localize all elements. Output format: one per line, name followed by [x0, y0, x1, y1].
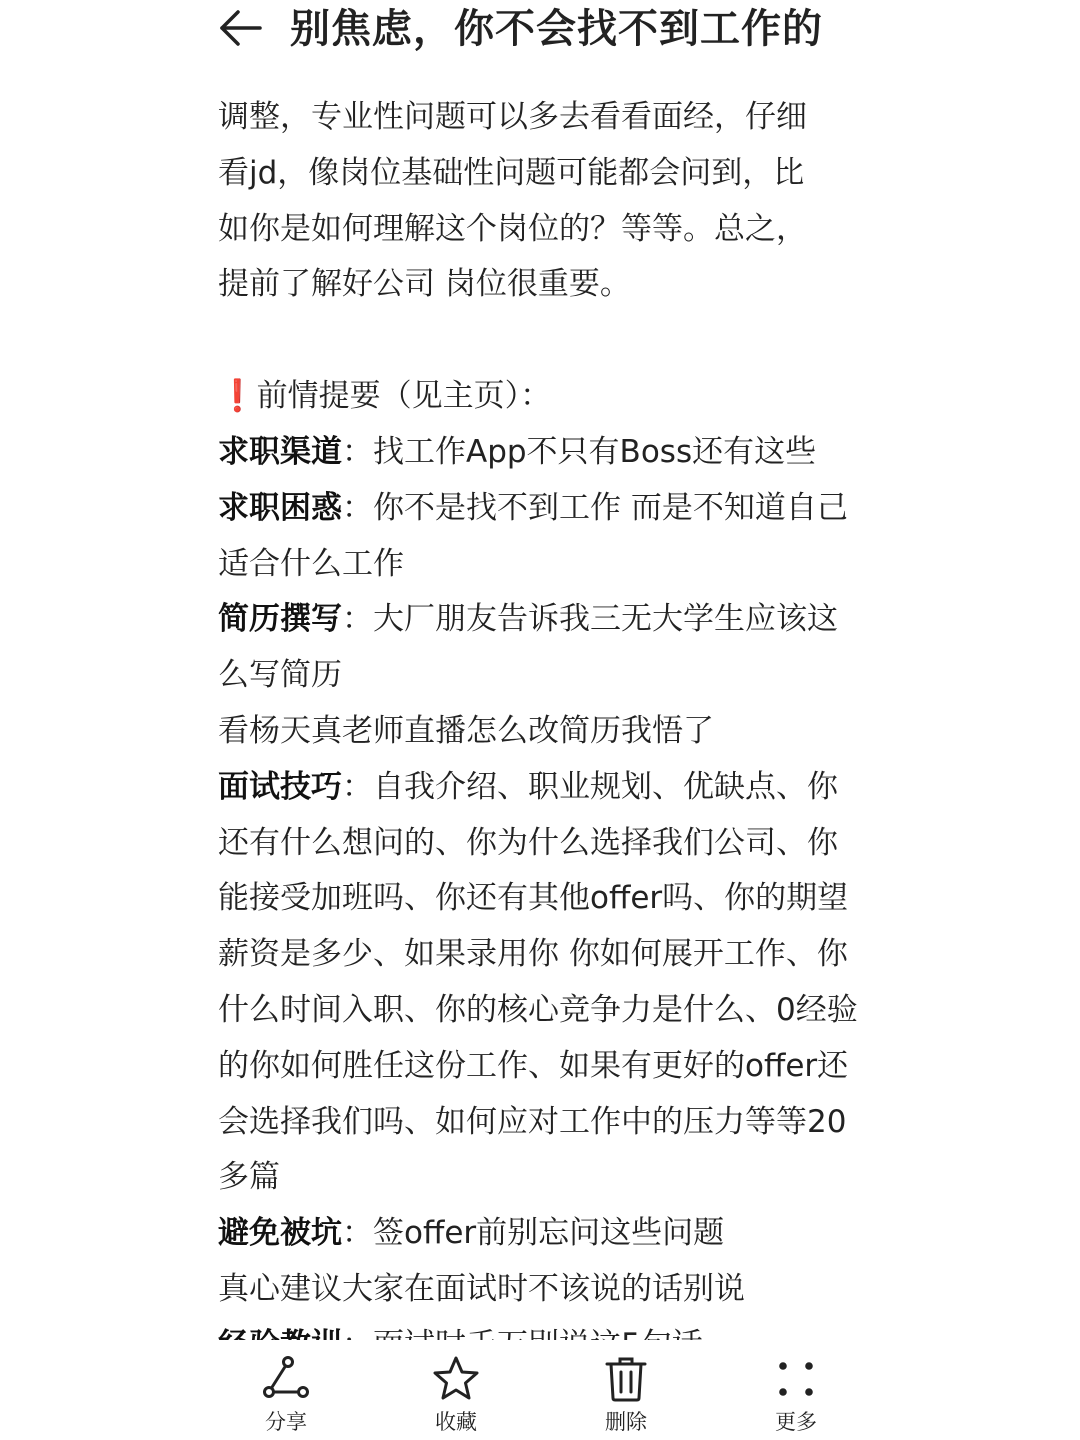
delete-label: 删除 — [605, 1410, 647, 1434]
share-label: 分享 — [265, 1410, 307, 1434]
trash-icon — [601, 1354, 651, 1404]
favorite-label: 收藏 — [435, 1410, 477, 1434]
more-dots-icon — [771, 1354, 821, 1404]
delete-button[interactable] — [566, 1354, 686, 1436]
post-body — [218, 90, 868, 1340]
list-item: 面试技巧：自我介绍、职业规划、优缺点、你还有什么想问的、你为什么选择我们公司、你能接受加班吗、你还有其他offer吗、你的期望薪资是多少、如果录用你 你如何展开工作、你什么时间入职、你的核心竞争力是什么、0经验的你如何胜任这份工作、如果有更好的offer还会选择我们吗、如何应对工作中的压力等等20多篇 — [218, 768, 858, 1196]
list-item: 简历撰写：大厂朋友告诉我三无大学生应该这么写简历 — [218, 601, 838, 694]
list-item: 求职困惑：你不是找不到工作 而是不知道自己适合什么工作 — [218, 489, 848, 582]
list-item: 看杨天真老师直播怎么改简历我悟了 — [218, 712, 714, 749]
share-icon — [261, 1354, 311, 1404]
star-icon — [431, 1354, 481, 1404]
favorite-button[interactable] — [396, 1354, 516, 1436]
arrow-left-icon — [216, 8, 264, 48]
exclamation-icon: ❗ — [218, 378, 257, 415]
bottom-action-bar — [0, 1340, 1080, 1440]
body-paragraph: 调整，专业性问题可以多去看看面经，仔细 看jd，像岗位基础性问题可能都会问到，比 如你是如何理解这个岗位的？等等。总之， 提前了解好公司 岗位很重要。 — [218, 99, 807, 303]
more-button[interactable] — [736, 1354, 856, 1436]
list-item: 真心建议大家在面试时不该说的话别说 — [218, 1270, 745, 1307]
top-bar — [0, 0, 1080, 60]
more-label: 更多 — [775, 1410, 817, 1434]
list-item: 避免被坑：签offer前别忘问这些问题 — [218, 1215, 725, 1252]
recap-heading: ❗前情提要（见主页）： — [218, 378, 552, 415]
share-button[interactable] — [226, 1354, 346, 1436]
list-item: 求职渠道：找工作App不只有Boss还有这些 — [218, 433, 817, 470]
page-title: 别焦虑，你不会找不到工作的 — [290, 6, 823, 52]
back-button[interactable] — [212, 4, 268, 52]
